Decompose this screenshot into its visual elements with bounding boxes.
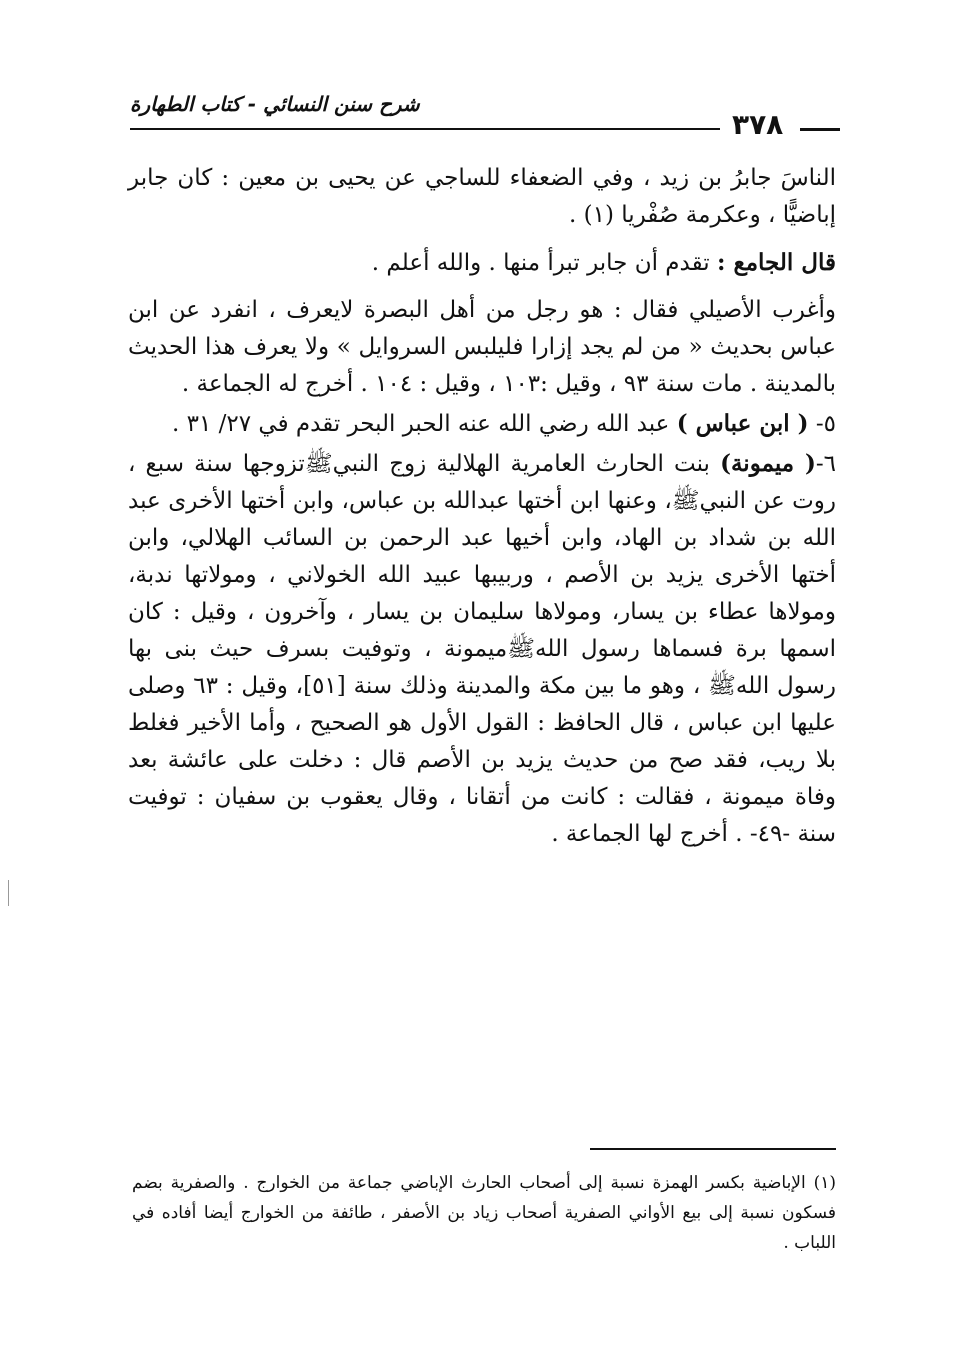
paragraph-asili: وأغرب الأصيلي فقال : هو رجل من أهل البصرة لايعرف ، انفرد عن ابن عباس بحديث « من لم يجد إزارا فليلبس السروايل » ولا يعرف هذا الحديث بالمدينة . مات سنة ٩٣ ، وقيل :١٠٣ ، وقيل : ١٠٤ . أخرج له الجماعة . [128, 297, 836, 397]
footnotes [132, 1168, 836, 1258]
paragraph-ibn-abbas [128, 405, 836, 443]
paragraph-maymuna [128, 445, 836, 853]
header-rule [130, 128, 720, 130]
maymuna-heading: ( ميمونة) [720, 450, 816, 477]
item-number-6: ٦- [815, 451, 836, 477]
footnote-1: (١) الإباضية بكسر الهمزة نسبة إلى أصحاب الحارث الإباضي جماعة من الخوارج . والصفرية بضم فسكون نسبة إلى بيع الأواني الصفرية أصحاب زياد بن الأصفر ، طائفة من الخوارج أيضا أفاده في اللباب . [132, 1173, 836, 1253]
margin-mark [8, 880, 9, 906]
footnote-separator [590, 1148, 836, 1150]
ibn-abbas-text: عبد الله رضي الله عنه الحبر البحر تقدم في ٢٧/ ٣١ . [171, 411, 677, 437]
qal-aljami-label: قال الجامع : [716, 249, 836, 276]
item-number-5: ٥- [808, 411, 836, 437]
running-header [120, 92, 840, 152]
paragraph-jabir: الناسَ جابرُ بن زيد ، وفي الضعفاء للساجي عن يحيى بن معين : كان جابر إباضيًّا ، وعكرمة صُفْريا (١) . [128, 165, 836, 228]
ibn-abbas-heading: ( ابن عباس ) [676, 410, 809, 437]
maymuna-text: بنت الحارث العامرية الهلالية زوج النبيﷺتزوجها سنة سبع ، روت عن النبيﷺ، وعنها ابن أختها عبدالله بن عباس، وابن أختها الأخرى عبد الله بن شداد بن الهاد، وابن أخيها عبد الرحمن بن السائب الهلالي، وابن أختها الأخرى يزيد بن الأصم ، وربيبها عبيد الله الخولاني ، ومولاتها ندبة، ومولاها عطاء بن يسار، ومولاها سليمان بن يسار ، وآخرون ، وقيل : كان اسمها برة فسماها رسول اللهﷺميمونة ، وتوفيت بسرف حيث بنى بها رسول اللهﷺ ، وهو ما بين مكة والمدينة وذلك سنة [٥١]، وقيل : ٦٣ وصلى عليها ابن عباس ، قال الحافظ : القول الأول هو الصحيح ، وأما الأخير فغلط بلا ريب، فقد صح من حديث يزيد بن الأصم قال : دخلت على عائشة بعد وفاة ميمونة ، فقالت : كانت من أتقانا ، وقال يعقوب بن سفيان : توفيت سنة -٤٩- . أخرج لها الجماعة . [128, 451, 836, 847]
paragraph-qal-aljami [128, 244, 836, 282]
page-number-rule [800, 128, 840, 131]
page-number: ٣٧٨ [732, 108, 784, 141]
main-text [128, 160, 836, 863]
header-title: شرح سنن النسائي - كتاب الطهارة [130, 92, 420, 116]
qal-aljami-text: تقدم أن جابر تبرأ منها . والله أعلم . [371, 250, 717, 276]
